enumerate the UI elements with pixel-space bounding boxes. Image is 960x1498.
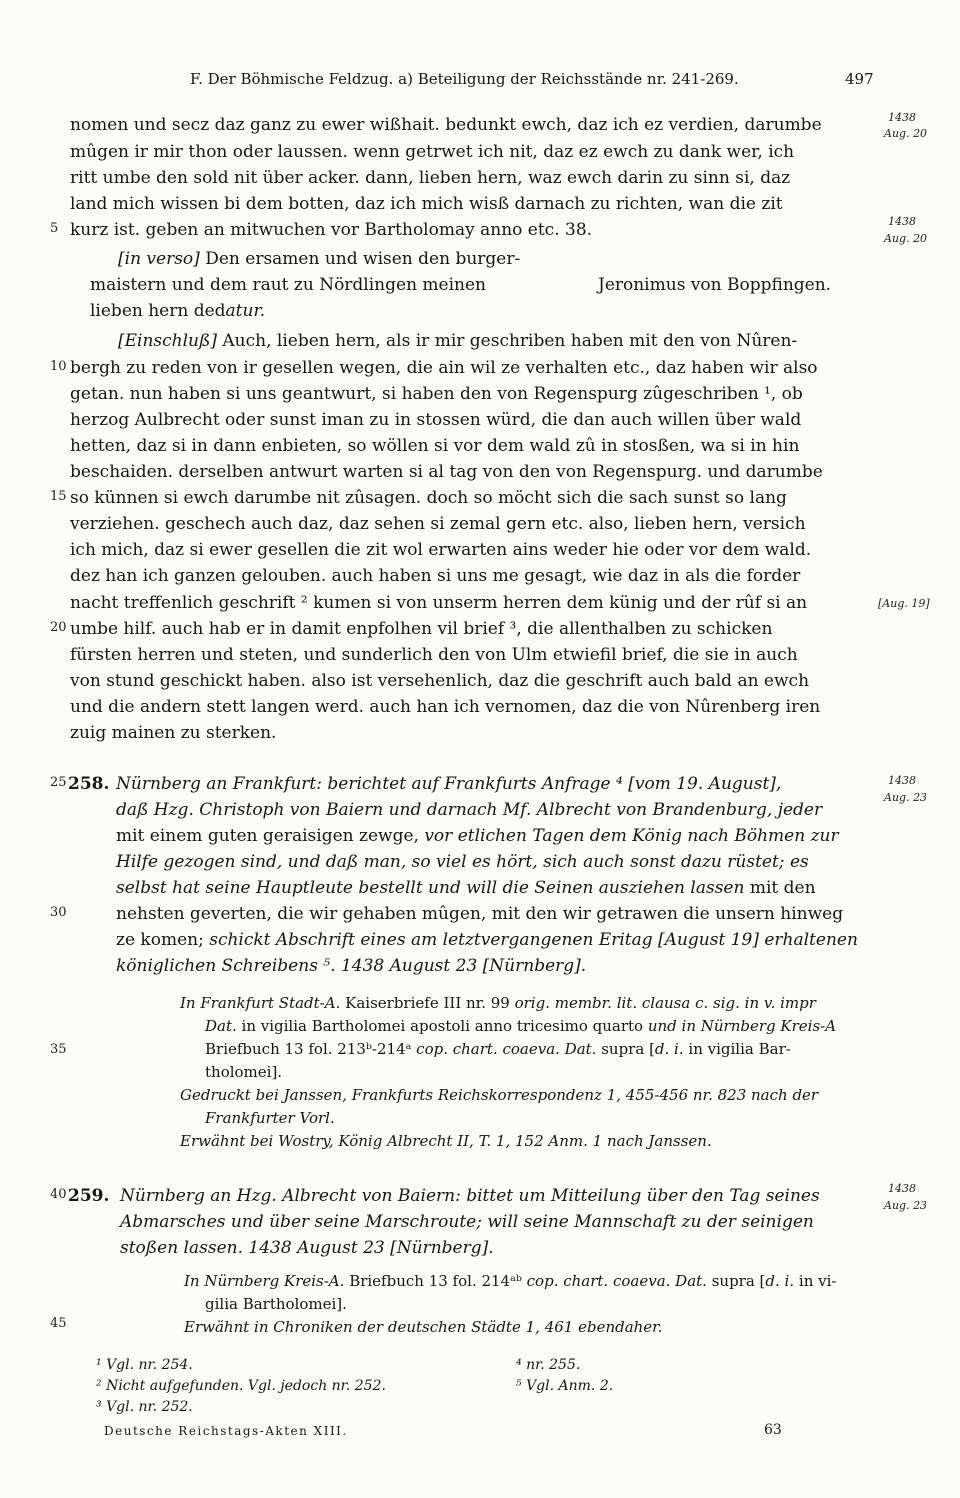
src-258-2a: Dat. [205, 1017, 237, 1035]
entry-259-line-3 [120, 1235, 494, 1261]
entry-258-source-4: tholomei]. [205, 1063, 283, 1081]
print-258-2: Frankfurter Vorl. [205, 1109, 335, 1127]
verso-text-1: Den ersamen und wisen den burger- [199, 249, 521, 269]
enclosure-line-15: und die andern stett langen werd. auch han ich vernomen, daz die von Nûrenberg iren [70, 697, 821, 717]
entry-258-number: 258. [68, 774, 110, 794]
footnote-5 [516, 1376, 613, 1397]
entry-258-print-1 [180, 1084, 818, 1107]
entry-258-line-1 [116, 771, 781, 797]
entry-258-line-5 [116, 875, 816, 901]
signature: Jeronimus von Boppfingen. [598, 275, 832, 295]
enclosure-line-4: herzog Aulbrecht oder sunst iman zu in stossen würd, die dan auch willen über wald [70, 410, 802, 430]
line-number-15: 15 [50, 489, 67, 504]
src-258-3d: d. i. [654, 1040, 684, 1058]
letter-line-4: land mich wissen bi dem botten, daz ich mich wisß darnach zu richten, wan die zit [70, 194, 783, 214]
verso-text-3b: atur. [225, 301, 266, 321]
letter-line-1: nomen und secz daz ganz zu ewer wißhait. bedunkt ewch, daz ich ez verdien, darumbe [70, 115, 822, 135]
entry-258-text-1: Nürnberg an Frankfurt: berichtet auf Frankfurts Anfrage ⁴ [vom 19. August], [116, 774, 782, 794]
footnote-1 [96, 1355, 193, 1376]
enclosure-line-3: getan. nun haben si uns geantwurt, si haben den von Regenspurg zûgeschriben ¹, ob [70, 384, 803, 404]
src-258-2c: und in Nürnberg Kreis-A [647, 1017, 837, 1035]
entry-258-text-8: königlichen Schreibens ⁵. 1438 August 23 [Nürnberg]. [116, 956, 587, 976]
verso-line-1 [118, 246, 520, 272]
src-258-3e: in vigilia Bar- [683, 1040, 791, 1058]
entry-258-line-3 [116, 823, 839, 849]
src-259-1d: supra [ [706, 1272, 766, 1290]
enclosure-line-11: nacht treffenlich geschrift ² kumen si von unserm herren dem künig und der rûf si an [70, 593, 808, 613]
entry-258-text-5a: selbst hat seine Hauptleute bestellt und will die Seinen ausziehen lassen [116, 878, 745, 898]
src-258-1a: In Frankfurt Stadt-A. [180, 994, 341, 1012]
enclosure-line-16: zuig mainen zu sterken. [70, 723, 277, 743]
line-number-10: 10 [50, 359, 67, 374]
enclosure-text-1: Auch, lieben hern, als ir mir geschriben haben mit den von Nûren- [217, 331, 798, 351]
footnote-5-text: ⁵ Vgl. Anm. 2. [516, 1378, 614, 1394]
footnote-2-text: ² Nicht aufgefunden. Vgl. jedoch nr. 252. [96, 1378, 386, 1394]
entry-258-text-3b: vor etlichen Tagen dem König nach Böhmen zur [424, 826, 839, 846]
enclosure-line-10: dez han ich ganzen gelouben. auch haben si uns me gesagt, wie daz in als die forder [70, 566, 801, 586]
enclosure-line-5: hetten, daz si in dann enbieten, so wöllen si vor dem wald zû in stosßen, wa si in hin [70, 436, 800, 456]
footnote-3-text: ³ Vgl. nr. 252. [96, 1399, 193, 1415]
src-259-1a: In Nürnberg Kreis-A. [184, 1272, 345, 1290]
enclosure-line-9: ich mich, daz si ewer gesellen die zit wol erwarten ains weder hie oder vor dem wald. [70, 540, 812, 560]
src-258-3a: Briefbuch 13 fol. 213ᵇ-214ᵃ [205, 1040, 417, 1058]
sheet-signature: 63 [764, 1422, 782, 1438]
enclosure-line-8: verziehen. geschech auch daz, daz sehen si zemal gern etc. also, lieben hern, versich [70, 514, 806, 534]
src-258-2b: in vigilia Bartholomei apostoli anno tricesimo quarto [236, 1017, 648, 1035]
src-258-3b: cop. chart. coaeva. Dat. [416, 1040, 597, 1058]
enclosure-line-7: so künnen si ewch darumbe nit zûsagen. doch so möcht sich die sach sunst so lang [70, 488, 787, 508]
line-number-30: 30 [50, 905, 67, 920]
series-title: Deutsche Reichstags-Akten XIII. [104, 1424, 348, 1438]
entry-259-text-3: stoßen lassen. 1438 August 23 [Nürnberg]. [120, 1238, 494, 1258]
entry-259-source-2: gilia Bartholomei]. [205, 1295, 347, 1313]
letter-line-3: ritt umbe den sold nit über acker. dann, lieben hern, waz ewch darin zu sinn si, daz [70, 168, 791, 188]
line-number-25: 25 [50, 775, 67, 790]
footnote-1-text: ¹ Vgl. nr. 254. [96, 1357, 193, 1373]
enclosure-line-6: beschaiden. derselben antwurt warten si al tag von den von Regenspurg. und darumbe [70, 462, 823, 482]
src-258-3c: supra [ [596, 1040, 655, 1058]
verso-line-2: maistern und dem raut zu Nördlingen meinen [90, 275, 487, 295]
mention-258: Erwähnt bei Wostry, König Albrecht II, T. 1, 152 Anm. 1 nach Janssen. [180, 1132, 712, 1150]
src-258-1c: orig. membr. lit. clausa c. sig. in v. impr [514, 994, 816, 1012]
src-258-1b: Kaiserbriefe III nr. 99 [340, 994, 515, 1012]
verso-lead: [in verso] [118, 249, 200, 269]
entry-258-text-4: Hilfe gezogen sind, und daß man, so viel es hört, sich auch sonst dazu rüstet; es [116, 852, 809, 872]
line-number-35: 35 [50, 1042, 67, 1057]
verso-line-3 [90, 298, 265, 324]
margin-date-4: 1438 [888, 1182, 916, 1195]
entry-259-mention [184, 1316, 662, 1339]
entry-258-mention [180, 1130, 712, 1153]
src-259-1e: d. i. [765, 1272, 795, 1290]
line-number-40: 40 [50, 1187, 67, 1202]
entry-259-text-2: Abmarsches und über seine Marschroute; will seine Mannschaft zu der seinigen [120, 1212, 814, 1232]
entry-259-number: 259. [68, 1186, 110, 1206]
enclosure-line-13: fürsten herren und steten, und sunderlich den von Ulm etwiefil brief, die sie in auch [70, 645, 798, 665]
enclosure-lead: [Einschluß] [118, 331, 217, 351]
margin-date-1b: Aug. 20 [884, 127, 928, 140]
letter-line-5: kurz ist. geben an mitwuchen vor Bartholomay anno etc. 38. [70, 220, 593, 240]
margin-date-1: 1438 [888, 111, 916, 124]
entry-259-text-1: Nürnberg an Hzg. Albrecht von Baiern: bittet um Mitteilung über den Tag seines [120, 1186, 820, 1206]
line-number-5: 5 [50, 221, 59, 236]
margin-date-4b: Aug. 23 [884, 1199, 928, 1212]
footnote-2 [96, 1376, 386, 1397]
footnote-3 [96, 1397, 193, 1418]
entry-258-source-2 [205, 1015, 836, 1038]
src-259-1f: in vi- [794, 1272, 837, 1290]
entry-258-line-8 [116, 953, 586, 979]
enclosure-line-14: von stund geschickt haben. also ist versehenlich, daz die geschrift auch bald an ewch [70, 671, 810, 691]
page-number: 497 [845, 70, 874, 88]
entry-258-line-6: nehsten geverten, die wir gehaben mûgen, mit den wir getrawen die unsern hinweg [116, 904, 844, 924]
enclosure-line-1 [118, 328, 797, 354]
enclosure-line-2: bergh zu reden von ir gesellen wegen, die ain wil ze verhalten etc., daz haben wir also [70, 358, 818, 378]
verso-text-3a: lieben hern ded [90, 301, 226, 321]
entry-258-line-7 [116, 927, 858, 953]
mention-259: Erwähnt in Chroniken der deutschen Städte 1, 461 ebendaher. [184, 1318, 663, 1336]
entry-258-line-2 [116, 797, 822, 823]
margin-date-2b: Aug. 20 [884, 232, 928, 245]
src-259-1c: cop. chart. coaeva. Dat. [526, 1272, 707, 1290]
entry-258-text-3a: mit einem guten geraisigen zewge, [116, 826, 425, 846]
entry-258-text-5b: mit den [744, 878, 816, 898]
footnote-4-text: ⁴ nr. 255. [516, 1357, 581, 1373]
running-title: F. Der Böhmische Feldzug. a) Beteiligung der Reichsstände nr. 241-269. [190, 70, 739, 88]
entry-258-line-4 [116, 849, 809, 875]
entry-258-source-3 [205, 1038, 791, 1061]
print-258-1: Gedruckt bei Janssen, Frankfurts Reichskorrespondenz 1, 455-456 nr. 823 nach der [180, 1086, 819, 1104]
line-number-20: 20 [50, 620, 67, 635]
entry-258-text-2: daß Hzg. Christoph von Baiern und darnach Mf. Albrecht von Brandenburg, jeder [116, 800, 823, 820]
entry-259-source-1 [184, 1270, 836, 1293]
entry-259-line-2 [120, 1209, 814, 1235]
src-259-1b: Briefbuch 13 fol. 214ᵃᵇ [344, 1272, 527, 1290]
margin-aug-19: [Aug. 19] [878, 597, 930, 610]
enclosure-line-12: umbe hilf. auch hab er in damit enpfolhen vil brief ³, die allenthalben zu schicken [70, 619, 773, 639]
entry-258-text-7a: ze komen; [116, 930, 210, 950]
line-number-45: 45 [50, 1316, 67, 1331]
footnote-4 [516, 1355, 580, 1376]
margin-date-3b: Aug. 23 [884, 791, 928, 804]
letter-line-2: mûgen ir mir thon oder laussen. wenn getrwet ich nit, daz ez ewch zu dank wer, ich [70, 142, 795, 162]
entry-258-print-2 [205, 1107, 335, 1130]
entry-259-line-1 [120, 1183, 820, 1209]
margin-date-2: 1438 [888, 215, 916, 228]
entry-258-source-1 [180, 992, 816, 1015]
entry-258-text-7b: schickt Abschrift eines am letztvergangenen Eritag [August 19] erhaltenen [209, 930, 858, 950]
margin-date-3: 1438 [888, 774, 916, 787]
